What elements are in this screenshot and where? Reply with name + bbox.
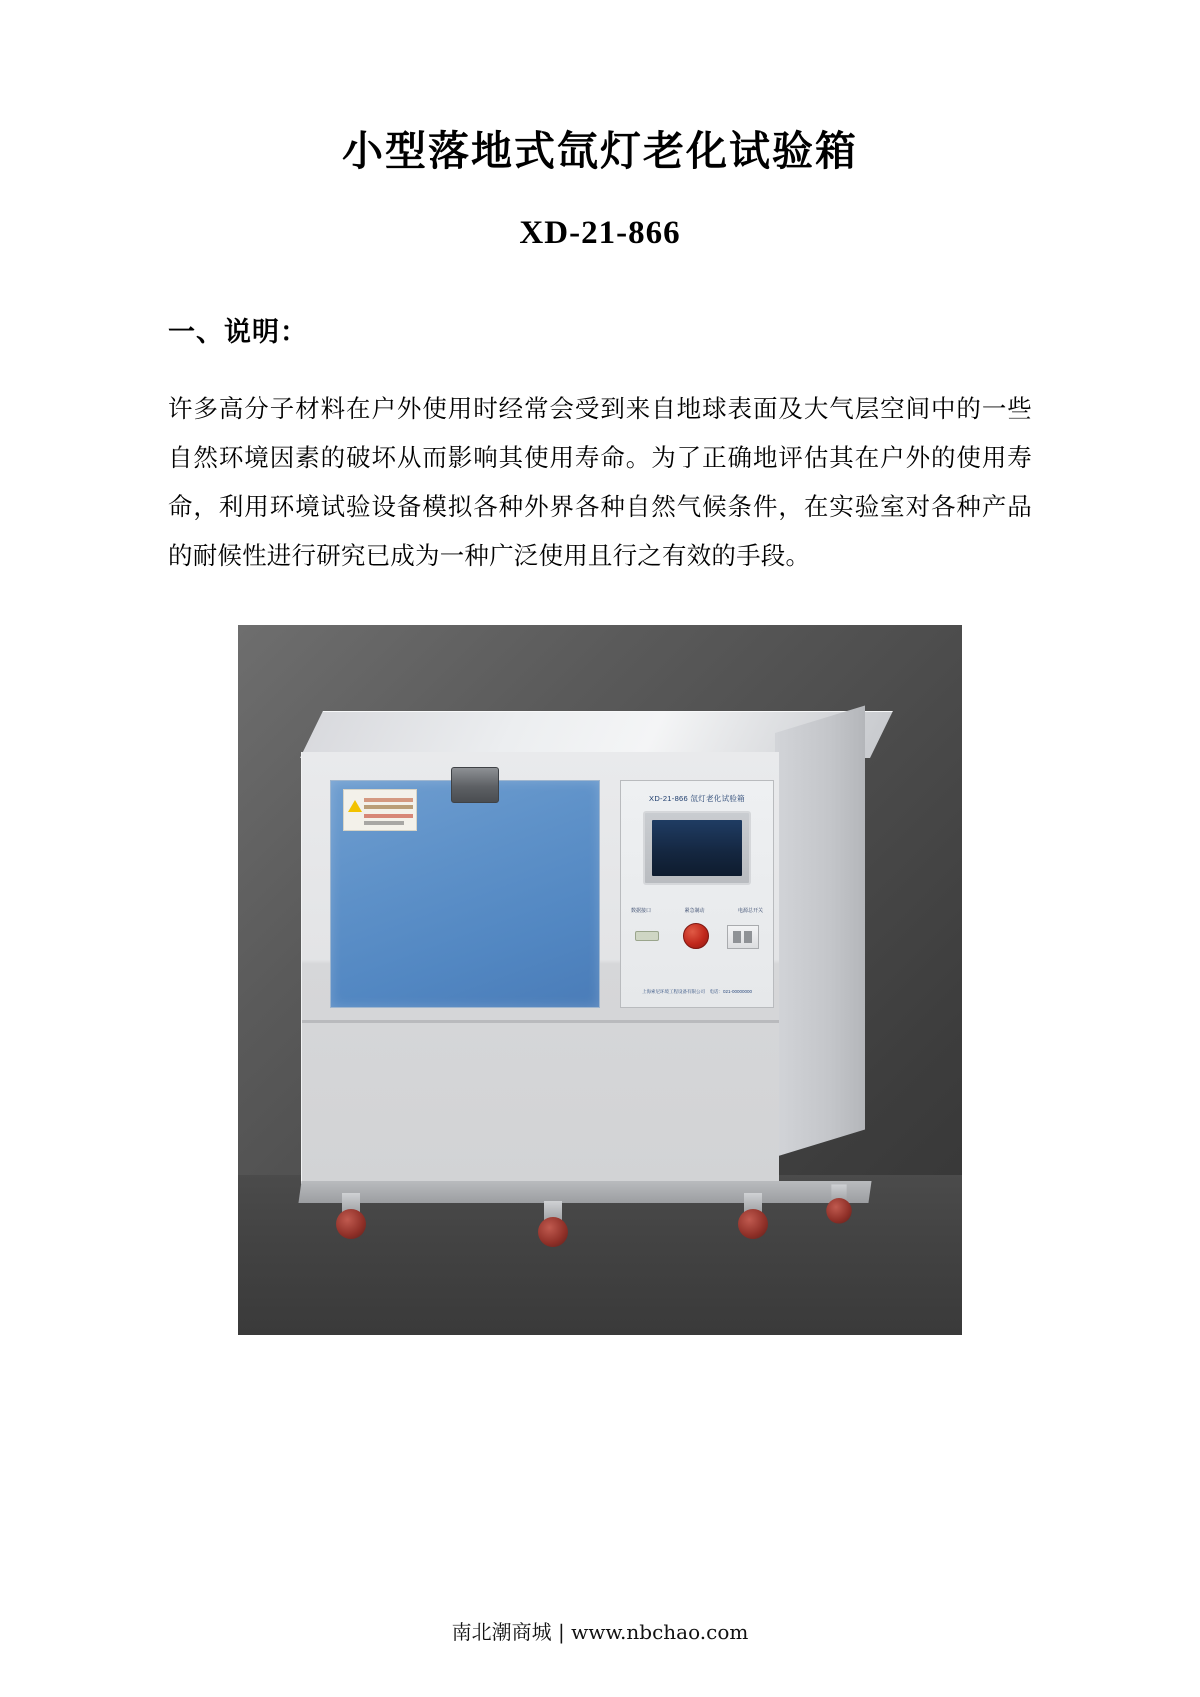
product-figure (168, 581, 1032, 1335)
label-main-breaker: 电源总开关 (737, 908, 763, 915)
label-data-port: 数据接口 (631, 908, 652, 915)
caster-wheel (538, 1201, 568, 1247)
product-model: XD-21-866 (519, 215, 681, 252)
page-title: 小型落地式氙灯老化试验箱 (342, 127, 858, 175)
caster-wheel (738, 1193, 768, 1239)
cabinet-seam (302, 1020, 779, 1023)
page-footer: 南北潮商城 | www.nbchao.com (451, 1620, 749, 1644)
section-heading-description: 一、说明： (168, 317, 308, 348)
cabinet-front (301, 752, 779, 1184)
chamber-door (330, 780, 600, 1008)
emergency-stop-button (683, 923, 709, 949)
control-panel-labels (631, 907, 763, 914)
warning-triangle-icon (348, 800, 362, 812)
data-port (635, 931, 659, 941)
caster-wheel (826, 1185, 852, 1224)
main-breaker-switch (727, 925, 759, 949)
hmi-touchscreen (643, 811, 751, 885)
control-panel-footer: 上海索尼环境工程设备有限公司 电话：021-00000000 (641, 989, 753, 995)
description-paragraph: 许多高分子材料在户外使用时经常会受到来自地球表面及大气层空间中的一些自然环境因素的破坏从而影响其使用寿命。为了正确地评估其在户外的使用寿命，利用环境试验设备模拟各种外界各种自然气候条件，在实验室对各种产品的耐候性进行研究已成为一种广泛使用且行之有效的手段。 (168, 396, 1032, 571)
warning-label (343, 789, 417, 831)
label-emergency-stop: 紧急制动 (684, 908, 705, 915)
control-panel (620, 780, 774, 1008)
cabinet-base-plate (298, 1181, 871, 1203)
caster-wheel (336, 1193, 366, 1239)
control-panel-title: XD-21-866 氙灯老化试验箱 (649, 794, 745, 804)
cabinet-side (775, 706, 865, 1158)
document-content (168, 0, 1032, 1335)
control-row (631, 919, 763, 953)
product-photo (238, 625, 962, 1335)
hmi-screen (652, 820, 742, 876)
door-handle (451, 767, 499, 803)
